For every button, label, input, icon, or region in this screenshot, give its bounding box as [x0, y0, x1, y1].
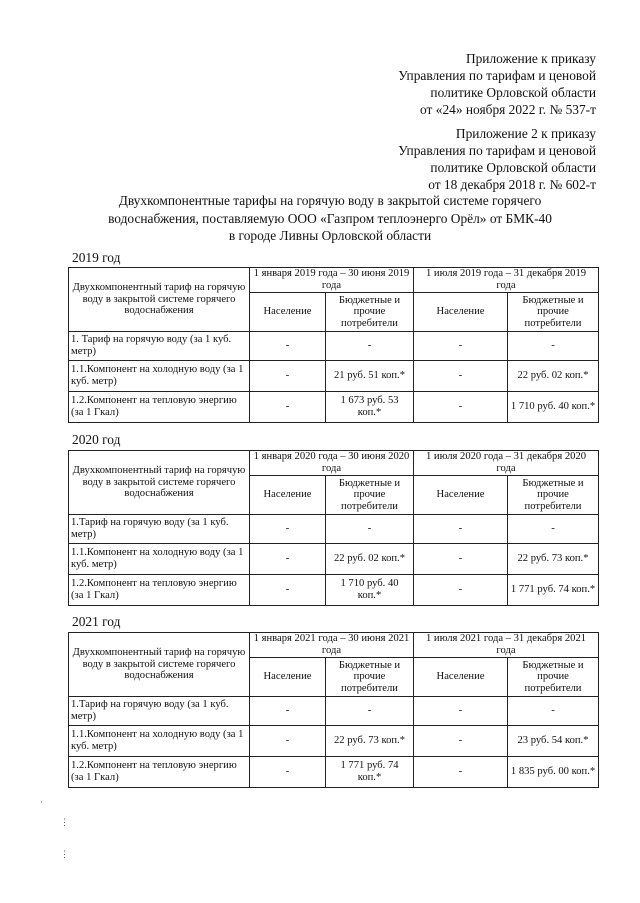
table-row: [69, 392, 599, 423]
appendix-line: политике Орловской области: [430, 85, 596, 100]
table-row: [69, 697, 599, 726]
cell-value: 1 835 руб. 00 коп.*: [508, 757, 599, 788]
row-label: 1.Тариф на горячую воду (за 1 куб. метр): [69, 697, 250, 726]
cell-value: -: [414, 575, 508, 606]
header-population: Население: [250, 658, 326, 697]
scan-speck: ·: [40, 797, 43, 807]
cell-value: 22 руб. 02 коп.*: [508, 361, 599, 392]
cell-value: 1 771 руб. 74 коп.*: [326, 757, 414, 788]
table-row: [69, 332, 599, 361]
table-row: [69, 544, 599, 575]
year-heading: 2020 год: [72, 432, 121, 447]
header-period-2: 1 июля 2019 года – 31 декабря 2019 года: [414, 268, 599, 293]
cell-value: 21 руб. 51 коп.*: [326, 361, 414, 392]
appendix-line: Приложение 2 к приказу: [455, 126, 596, 141]
appendix-line: Управления по тарифам и ценовой: [398, 68, 596, 83]
cell-value: -: [414, 392, 508, 423]
year-heading: 2019 год: [72, 250, 121, 265]
appendix-order-block: [398, 50, 596, 118]
cell-value: -: [414, 697, 508, 726]
header-tariff: Двухкомпонентный тариф на горячую воду в закрытой системе горячего водоснабжения: [69, 451, 250, 515]
cell-value: -: [250, 575, 326, 606]
cell-value: 1 710 руб. 40 коп.*: [326, 575, 414, 606]
title-line: водоснабжения, поставляемую ООО «Газпром теплоэнерго Орёл» от БМК-40: [108, 210, 552, 226]
header-population: Население: [250, 293, 326, 332]
row-label: 1.2.Компонент на тепловую энергию (за 1 Гкал): [69, 757, 250, 788]
header-budget: Бюджетные и прочие потребители: [326, 658, 414, 697]
header-population: Население: [414, 658, 508, 697]
cell-value: -: [414, 544, 508, 575]
appendix-2-block: [398, 125, 596, 193]
header-period-1: 1 января 2021 года – 30 июня 2021 года: [250, 633, 414, 658]
header-budget: Бюджетные и прочие потребители: [326, 293, 414, 332]
scan-speck: ⋮: [60, 849, 69, 859]
row-label: 1.2.Компонент на тепловую энергию (за 1 Гкал): [69, 392, 250, 423]
title-line: в городе Ливны Орловской области: [228, 228, 432, 243]
table-row: [69, 361, 599, 392]
cell-value: -: [250, 697, 326, 726]
header-population: Население: [414, 293, 508, 332]
cell-value: -: [414, 332, 508, 361]
tariff-table-2019: [68, 267, 599, 423]
tariff-table-2020: [68, 450, 599, 606]
title-line: Двухкомпонентные тарифы на горячую воду в закрытой системе горячего: [118, 193, 542, 208]
cell-value: -: [250, 332, 326, 361]
header-budget: Бюджетные и прочие потребители: [508, 658, 599, 697]
table-row: [69, 726, 599, 757]
row-label: 1.1.Компонент на холодную воду (за 1 куб. метр): [69, 361, 250, 392]
row-label: 1.Тариф на горячую воду (за 1 куб. метр): [69, 515, 250, 544]
cell-value: -: [250, 544, 326, 575]
row-label: 1.2.Компонент на тепловую энергию (за 1 Гкал): [69, 575, 250, 606]
header-period-2: 1 июля 2020 года – 31 декабря 2020 года: [414, 451, 599, 476]
cell-value: -: [250, 361, 326, 392]
year-heading: 2021 год: [72, 614, 121, 629]
cell-value: -: [508, 332, 599, 361]
cell-value: -: [326, 697, 414, 726]
header-tariff: Двухкомпонентный тариф на горячую воду в закрытой системе горячего водоснабжения: [69, 633, 250, 697]
header-tariff: Двухкомпонентный тариф на горячую воду в закрытой системе горячего водоснабжения: [69, 268, 250, 332]
cell-value: 22 руб. 73 коп.*: [326, 726, 414, 757]
cell-value: -: [250, 726, 326, 757]
cell-value: -: [414, 726, 508, 757]
row-label: 1. Тариф на горячую воду (за 1 куб. метр): [69, 332, 250, 361]
cell-value: -: [326, 332, 414, 361]
appendix-line: от «24» ноября 2022 г. № 537-т: [420, 102, 596, 117]
appendix-line: Управления по тарифам и ценовой: [398, 143, 596, 158]
header-period-2: 1 июля 2021 года – 31 декабря 2021 года: [414, 633, 599, 658]
scan-speck: ⋮: [60, 817, 69, 827]
header-budget: Бюджетные и прочие потребители: [326, 476, 414, 515]
cell-value: -: [250, 392, 326, 423]
cell-value: -: [250, 757, 326, 788]
header-population: Население: [250, 476, 326, 515]
cell-value: -: [508, 697, 599, 726]
row-label: 1.1.Компонент на холодную воду (за 1 куб. метр): [69, 544, 250, 575]
header-budget: Бюджетные и прочие потребители: [508, 476, 599, 515]
header-period-1: 1 января 2019 года – 30 июня 2019 года: [250, 268, 414, 293]
header-population: Население: [414, 476, 508, 515]
table-row: [69, 515, 599, 544]
cell-value: -: [508, 515, 599, 544]
header-budget: Бюджетные и прочие потребители: [508, 293, 599, 332]
cell-value: 1 673 руб. 53 коп.*: [326, 392, 414, 423]
header-period-1: 1 января 2020 года – 30 июня 2020 года: [250, 451, 414, 476]
cell-value: -: [414, 361, 508, 392]
cell-value: -: [414, 515, 508, 544]
cell-value: 1 710 руб. 40 коп.*: [508, 392, 599, 423]
table-row: [69, 575, 599, 606]
table-row: [69, 757, 599, 788]
appendix-line: политике Орловской области: [430, 160, 596, 175]
row-label: 1.1.Компонент на холодную воду (за 1 куб. метр): [69, 726, 250, 757]
cell-value: -: [414, 757, 508, 788]
cell-value: -: [326, 515, 414, 544]
cell-value: -: [250, 515, 326, 544]
cell-value: 22 руб. 73 коп.*: [508, 544, 599, 575]
cell-value: 22 руб. 02 коп.*: [326, 544, 414, 575]
appendix-line: Приложение к приказу: [465, 51, 596, 66]
appendix-line: от 18 декабря 2018 г. № 602-т: [428, 177, 596, 192]
cell-value: 23 руб. 54 коп.*: [508, 726, 599, 757]
cell-value: 1 771 руб. 74 коп.*: [508, 575, 599, 606]
document-title: [60, 192, 600, 245]
tariff-table-2021: [68, 632, 599, 788]
